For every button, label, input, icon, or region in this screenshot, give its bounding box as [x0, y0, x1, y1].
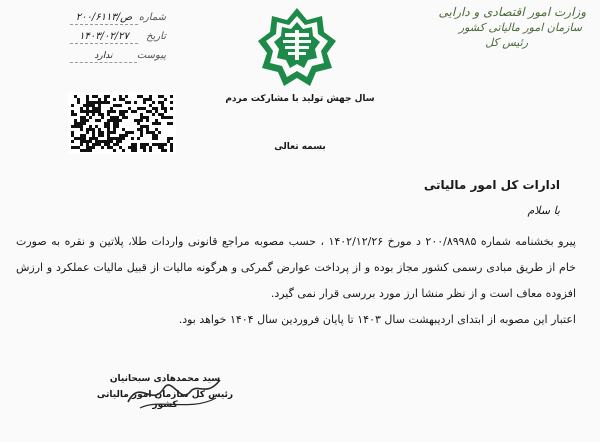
signer-title: رئیس کل سازمان امور مالیاتی کشور	[96, 390, 234, 410]
year-motto: سال جهش تولید با مشارکت مردم	[225, 94, 375, 104]
number-value: ۲۰۰/۶۱۱۳/ص	[70, 12, 138, 25]
date-label: تاریخ	[146, 31, 166, 42]
ministry-name: وزارت امور اقتصادی و دارایی	[438, 5, 586, 19]
office-title: رئیس کل	[485, 36, 528, 49]
handwritten-signature-icon	[120, 368, 230, 418]
tax-emblem-icon	[256, 6, 338, 88]
signature-block	[90, 374, 240, 410]
attachment-value: ندارد	[70, 51, 137, 63]
attachment-label: پیوست	[136, 50, 166, 61]
greeting-line: با سلام	[527, 204, 560, 217]
reference-block	[70, 12, 166, 69]
bismillah-heading: بسمه تعالی	[274, 142, 326, 152]
body-paragraph-2: اعتبار این مصوبه از ابتدای اردیبهشت سال ۱۴۰۳ تا پایان فروردین سال ۱۴۰۴ خواهد بود.	[178, 313, 576, 326]
signer-name: سید محمدهادی سبحانیان	[109, 374, 221, 384]
organization-name: سازمان امور مالیاتی کشور	[458, 21, 582, 34]
organization-header	[406, 4, 586, 50]
reference-attachment-row	[70, 50, 166, 69]
qr-code-icon	[68, 92, 176, 154]
number-label: شماره	[138, 12, 166, 23]
reference-number-row	[70, 12, 166, 31]
date-value: ۱۴۰۳/۰۲/۲۷	[70, 31, 138, 44]
letter-body	[16, 229, 576, 333]
recipient-line: ادارات کل امور مالیاتی	[423, 178, 560, 192]
body-paragraph-1: پیرو بخشنامه شماره ۲۰۰/۸۹۹۸۵ د مورخ ۱۴۰۲/۱۲/۲۶ ، حسب مصوبه مراجع قانونی واردات طلا، پلاتین و نقره به صورت خام از طریق مبادی رسمی کشور مجاز بوده و از پرداخت عوارض گمرکی و هرگونه مالیات از قبیل مالیات عملکرد و ارزش افزوده معاف است و از نظر منشا ارز مورد بررسی قرار نمی گیرد.	[16, 235, 576, 300]
reference-date-row	[70, 31, 166, 50]
